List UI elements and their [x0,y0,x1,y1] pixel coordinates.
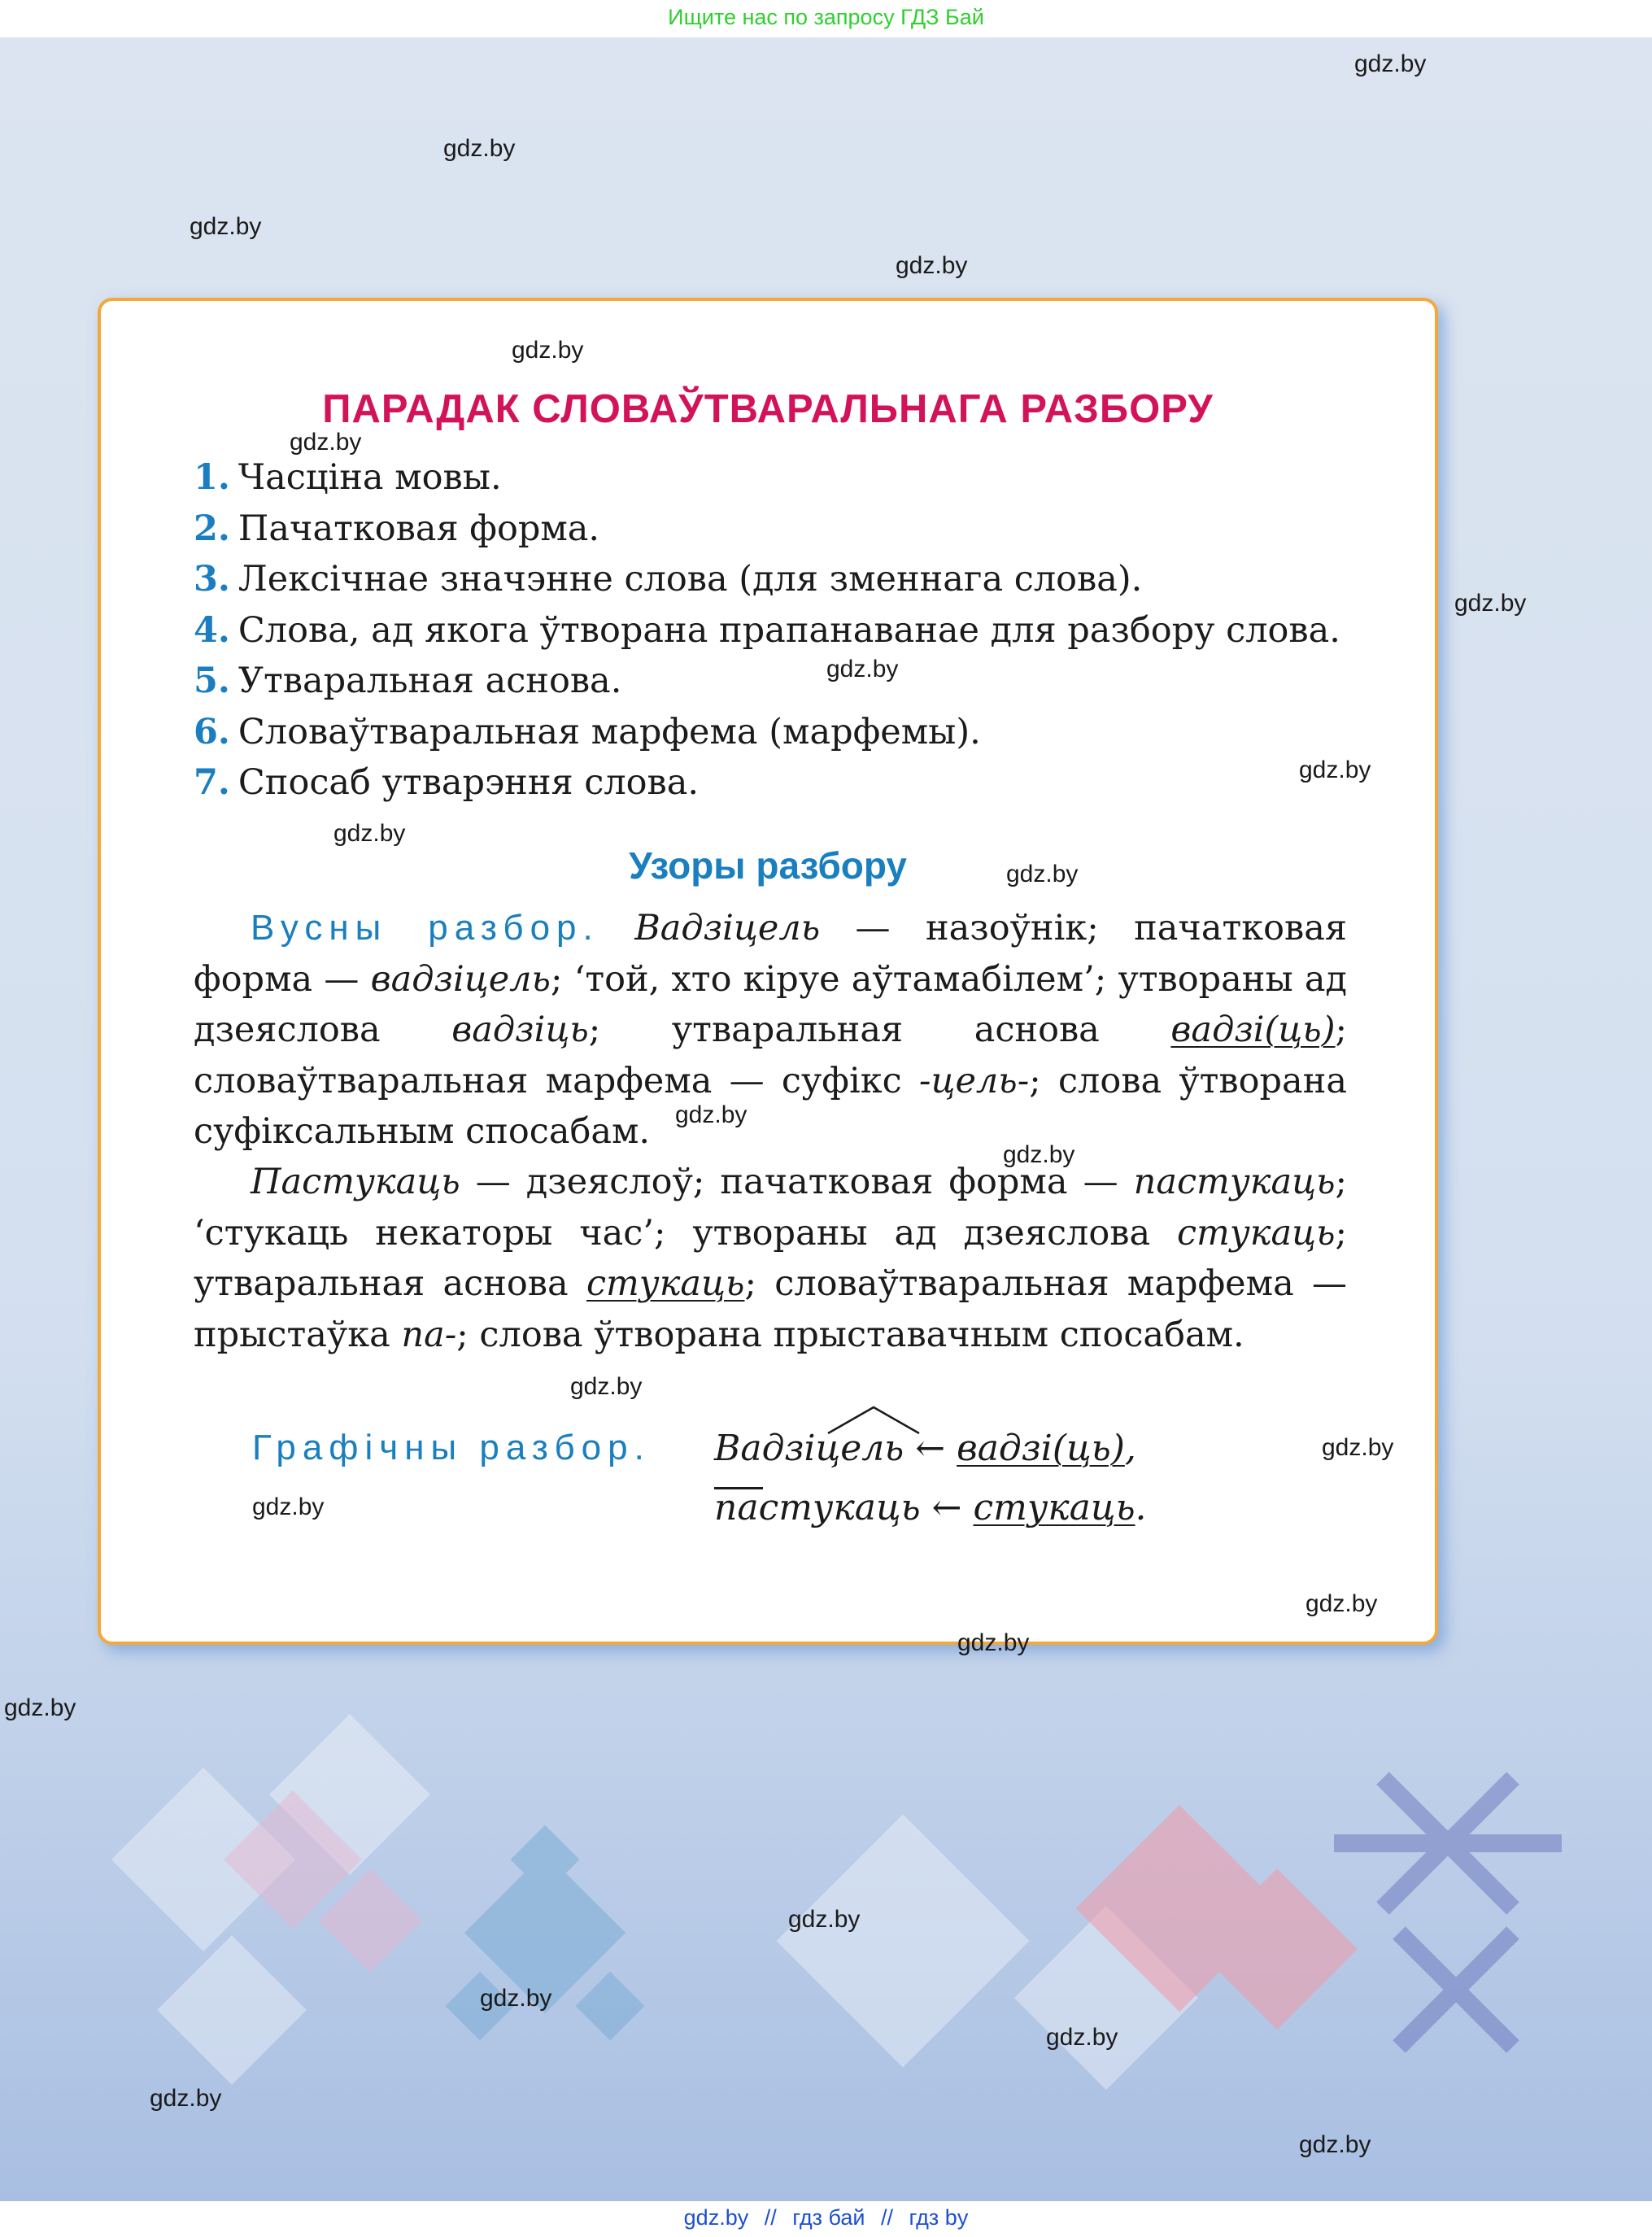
watermark: gdz.by [1322,1434,1394,1461]
text: ; утваральная аснова [194,1212,1347,1304]
step-text: Словаўтваральная марфема (марфемы). [238,711,981,752]
step-number: 2. [194,508,230,549]
watermark: gdz.by [957,1629,1030,1656]
watermark: gdz.by [333,820,406,847]
step-item [194,707,1349,758]
bottom-link[interactable]: gdz.by [683,2205,749,2230]
steps-list [194,452,1349,809]
step-number: 7. [194,762,230,803]
step-item [194,757,1349,809]
card-title: ПАРАДАК СЛОВАЎТВАРАЛЬНАГА РАЗБОРУ [322,387,1214,431]
text: — назоўнік; пачатковая форма — [194,908,1347,1000]
watermark: gdz.by [1006,861,1079,887]
watermark: gdz.by [1003,1141,1075,1168]
step-number: 6. [194,711,230,752]
watermark: gdz.by [1046,2024,1118,2051]
step-item [194,504,1349,555]
step-number: 3. [194,559,230,600]
watermark: gdz.by [252,1494,325,1520]
graphic-analysis-label: Графічны разбор. [252,1428,651,1467]
text: ; утваральная аснова [588,1009,1171,1050]
text: ; слова ўтворана прыставачным спосабам. [456,1314,1244,1355]
watermark: gdz.by [512,337,584,364]
step-text: Часціна мовы. [238,457,502,498]
step-item [194,452,1349,504]
word: вадзіцель [370,958,551,1000]
step-number: 5. [194,661,230,701]
bottom-links-bar [0,2201,1652,2237]
step-text: Спосаб утварэння слова. [238,762,700,803]
watermark: gdz.by [1299,2131,1371,2158]
top-banner[interactable]: Ищите нас по запросу ГДЗ Бай [0,0,1652,37]
watermark: gdz.by [443,135,516,162]
watermark: gdz.by [290,429,362,456]
word: стукаць [1176,1212,1336,1254]
step-number: 4. [194,609,230,651]
folk-ornament-decoration [0,1689,1652,2201]
word: Вадзіцель [714,1428,904,1469]
oral-analysis-label: Вусны разбор. [251,908,599,948]
word-base: стукаць [586,1263,745,1304]
step-item [194,656,1349,707]
bottom-link[interactable]: гдз бай [792,2205,865,2230]
bottom-link[interactable]: гдз by [909,2205,969,2230]
text: ; словаўтваральная марфема — прыстаўка [194,1263,1347,1355]
watermark: gdz.by [190,213,262,240]
text: ; ‘той, хто кіруе аўтамабілем’; утвораны ад дзеяслова [194,958,1347,1050]
arrow: ← [920,1487,974,1528]
arrow: ← [904,1428,957,1469]
watermark: gdz.by [1354,50,1427,77]
watermark: gdz.by [480,1985,552,2012]
word-base: вадзі(ць) [1170,1009,1336,1050]
word: Пастукаць [251,1162,460,1202]
section-subtitle: Узоры разбору [629,844,907,887]
graphic-line-1 [714,1428,1136,1469]
separator: // [881,2205,894,2230]
watermark: gdz.by [1305,1590,1378,1617]
watermark: gdz.by [4,1694,76,1721]
word: пастукаць [1133,1162,1336,1202]
punct: . [1135,1487,1147,1528]
watermark: gdz.by [150,2085,222,2112]
step-item [194,605,1349,656]
text: — дзеяслоў; пачатковая форма — [460,1162,1134,1202]
word: Вадзіцель [634,908,821,948]
text: ; ‘стукаць некаторы час’; утвораны ад дзеяслова [194,1162,1347,1254]
separator: // [764,2205,777,2230]
watermark: gdz.by [1299,757,1371,783]
watermark: gdz.by [826,656,899,682]
step-item [194,554,1349,605]
step-text: Лексічнае значэнне слова (для зменнага слова). [238,559,1143,600]
text: ; словаўтваральная марфема — суфікс [194,1009,1347,1101]
graphic-line-2 [714,1487,1147,1528]
watermark: gdz.by [570,1373,643,1400]
oral-analysis-paragraph-2 [194,1157,1347,1360]
word-base: вадзі(ць) [957,1428,1125,1469]
oral-analysis-paragraph-1 [194,903,1347,1158]
step-text: Пачатковая форма. [238,508,600,549]
word: -цель- [918,1060,1030,1101]
watermark: gdz.by [896,252,968,279]
rules-card [98,298,1438,1645]
word: пастукаць [714,1487,921,1528]
word: вадзіць [451,1009,589,1050]
step-number: 1. [194,457,230,498]
step-text: Слова, ад якога ўтворана прапанаванае для разбору слова. [238,609,1340,651]
watermark: gdz.by [788,1906,861,1933]
watermark: gdz.by [675,1101,748,1128]
word-base: стукаць [973,1487,1135,1528]
watermark: gdz.by [1454,590,1527,617]
step-text: Утваральная аснова. [238,661,622,701]
punct: , [1124,1428,1136,1469]
word: па- [401,1314,457,1355]
text: ; слова ўтворана суфіксальным спосабам. [194,1060,1347,1152]
